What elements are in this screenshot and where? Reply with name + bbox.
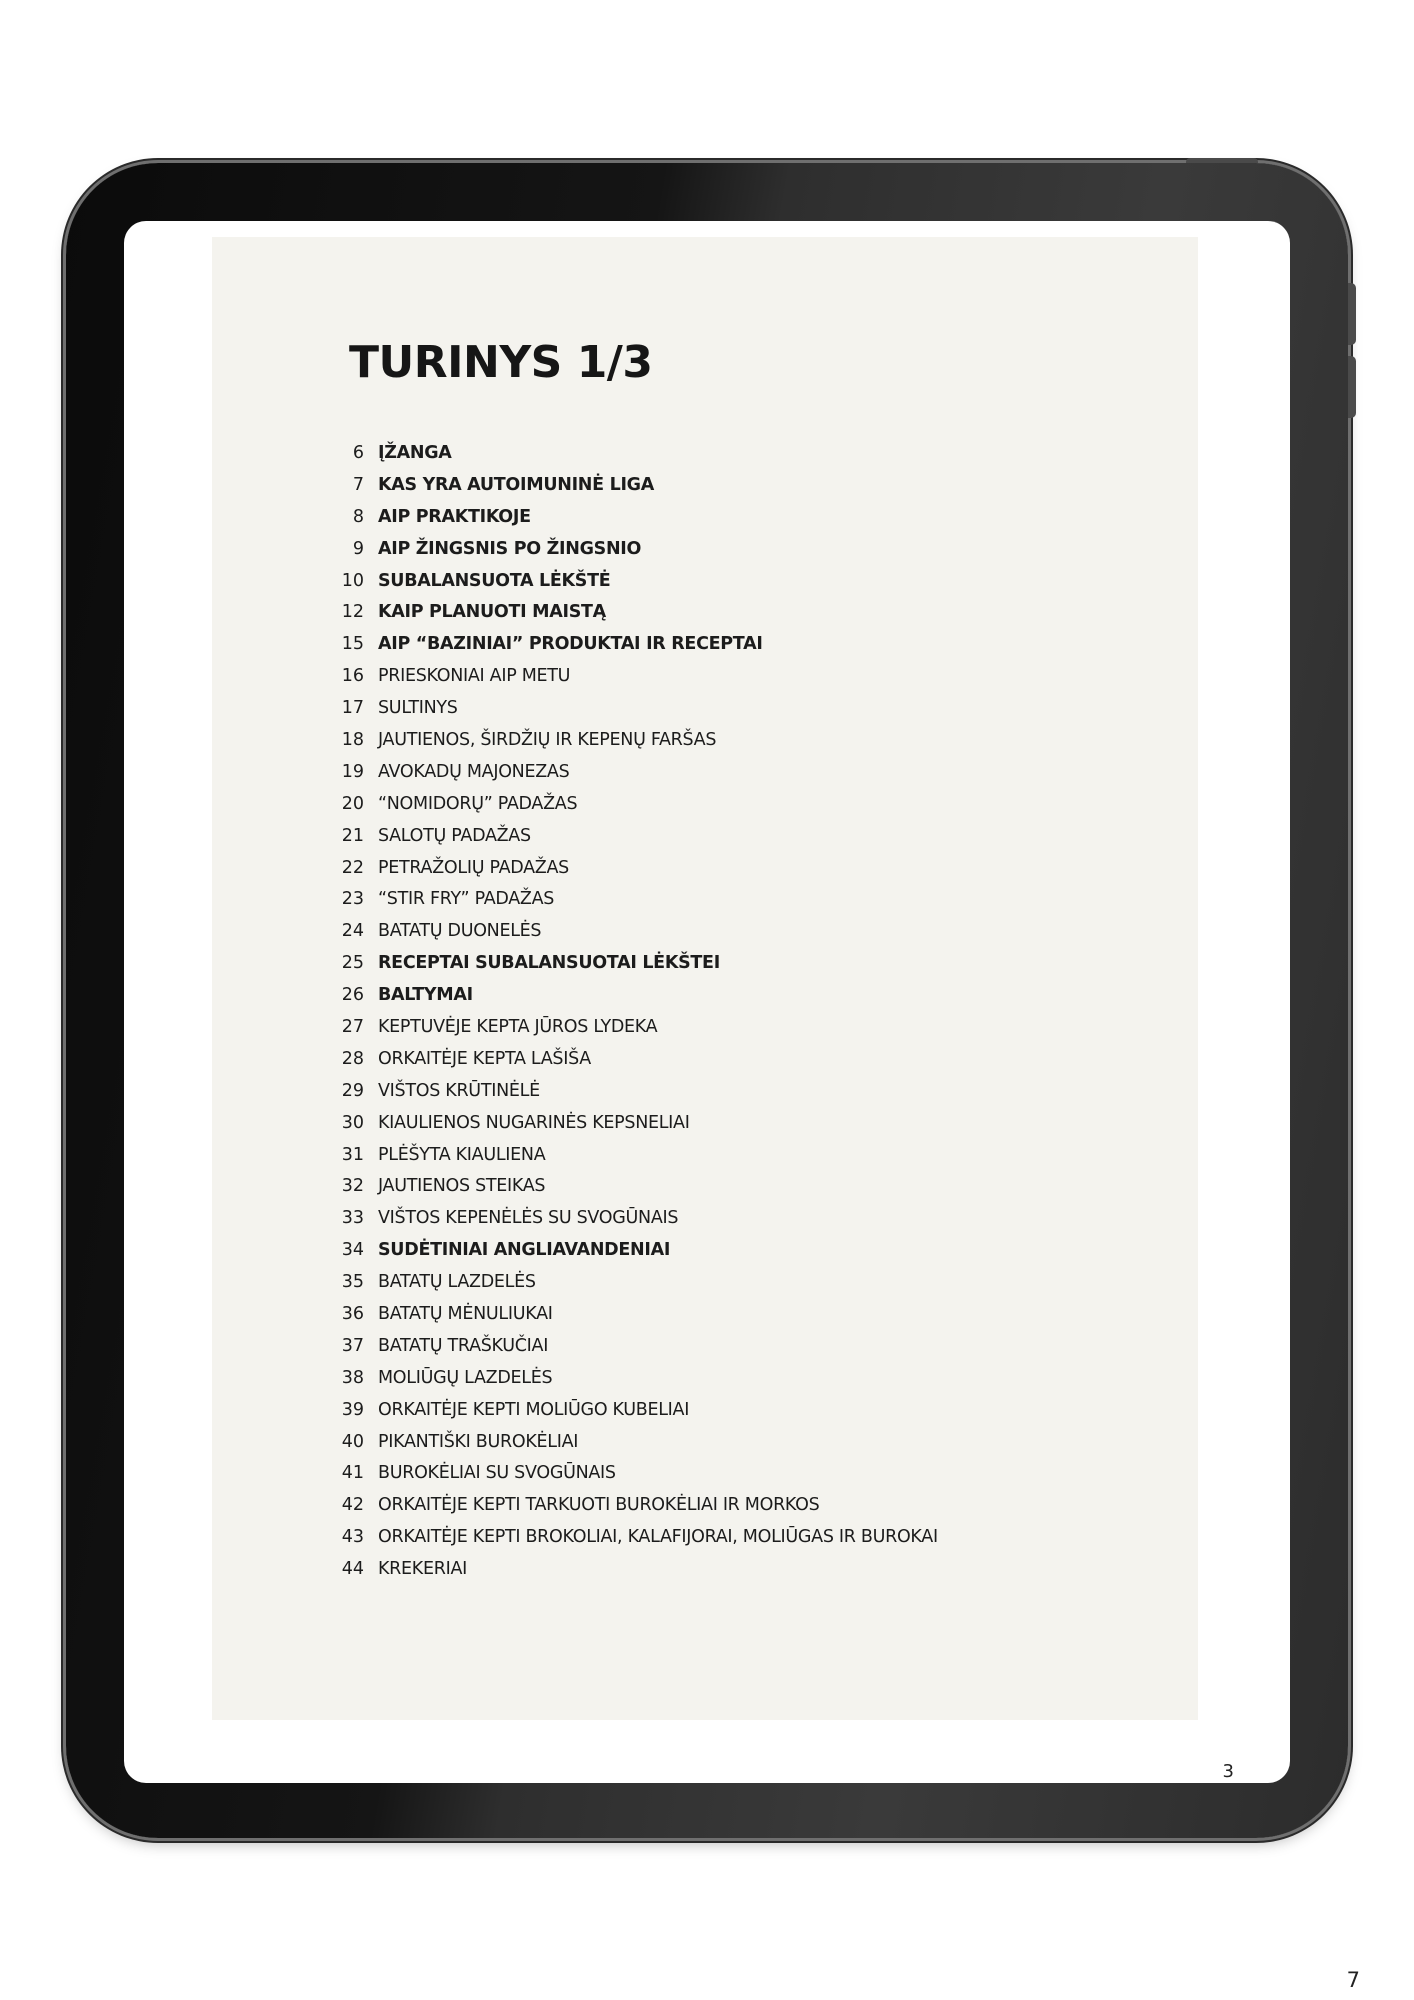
toc-entry-title: KEPTUVĖJE KEPTA JŪROS LYDEKA [378, 1016, 658, 1037]
toc-page-number: 42 [341, 1495, 364, 1516]
toc-entry [332, 1553, 938, 1585]
toc-entry [332, 1298, 938, 1330]
toc-page-number: 41 [341, 1463, 364, 1484]
toc-entry-title: BATATŲ DUONELĖS [378, 921, 542, 942]
toc-entry [332, 788, 938, 820]
toc-entry-title: BATATŲ MĖNULIUKAI [378, 1303, 553, 1324]
toc-entry-title: BUROKĖLIAI SU SVOGŪNAIS [378, 1463, 616, 1484]
toc-entry [332, 724, 938, 756]
toc-entry-title: VIŠTOS KEPENĖLĖS SU SVOGŪNAIS [378, 1208, 679, 1229]
toc-entry-title: KAS YRA AUTOIMUNINĖ LIGA [378, 474, 654, 495]
toc-entry-title: RECEPTAI SUBALANSUOTAI LĖKŠTEI [378, 953, 720, 974]
toc-page-number: 23 [341, 889, 364, 910]
outer-page-number: 7 [1346, 1968, 1360, 1992]
toc-entry [332, 1330, 938, 1362]
toc-entry [332, 628, 938, 660]
toc-entry [332, 660, 938, 692]
toc-entry-title: ORKAITĖJE KEPTI TARKUOTI BUROKĖLIAI IR MORKOS [378, 1495, 820, 1516]
toc-entry [332, 1266, 938, 1298]
toc-page-number: 15 [341, 634, 364, 655]
toc-entry [332, 437, 938, 469]
toc-entry-title: “STIR FRY” PADAŽAS [378, 889, 555, 910]
toc-page-number: 29 [341, 1080, 364, 1101]
toc-page-number: 24 [341, 921, 364, 942]
toc-page-number: 35 [341, 1272, 364, 1293]
toc-entry-title: SUBALANSUOTA LĖKŠTĖ [378, 570, 611, 591]
toc-page-number: 7 [352, 474, 364, 495]
toc-entry-title: BATATŲ TRAŠKUČIAI [378, 1335, 549, 1356]
toc-entry [332, 1043, 938, 1075]
toc-entry [332, 1394, 938, 1426]
toc-entry-title: KAIP PLANUOTI MAISTĄ [378, 602, 606, 623]
toc-page-number: 36 [341, 1303, 364, 1324]
toc-entry-title: AVOKADŲ MAJONEZAS [378, 761, 570, 782]
toc-entry-title: PETRAŽOLIŲ PADAŽAS [378, 857, 569, 878]
toc-entry [332, 883, 938, 915]
toc-entry [332, 1458, 938, 1490]
toc-entry-title: AIP “BAZINIAI” PRODUKTAI IR RECEPTAI [378, 634, 763, 655]
toc-entry-title: ORKAITĖJE KEPTA LAŠIŠA [378, 1048, 591, 1069]
toc-page-number: 33 [341, 1208, 364, 1229]
toc-entry [332, 1011, 938, 1043]
toc-entry [332, 979, 938, 1011]
toc-entry-title: PIKANTIŠKI BUROKĖLIAI [378, 1431, 579, 1452]
toc-entry [332, 1234, 938, 1266]
toc-entry [332, 1170, 938, 1202]
toc-entry-title: PLĖŠYTA KIAULIENA [378, 1144, 546, 1165]
toc-entry-title: BALTYMAI [378, 985, 473, 1006]
table-of-contents [332, 437, 938, 1585]
toc-page-number: 28 [341, 1048, 364, 1069]
toc-entry [332, 1107, 938, 1139]
toc-entry [332, 1139, 938, 1171]
toc-entry [332, 596, 938, 628]
toc-entry [332, 947, 938, 979]
toc-page-number: 44 [341, 1559, 364, 1580]
toc-entry [332, 1075, 938, 1107]
toc-page-number: 20 [341, 793, 364, 814]
toc-entry-title: JAUTIENOS, ŠIRDŽIŲ IR KEPENŲ FARŠAS [378, 729, 717, 750]
screen-page-number: 3 [1222, 1761, 1234, 1782]
toc-entry-title: ĮŽANGA [378, 442, 452, 463]
toc-page-number: 12 [341, 602, 364, 623]
tablet-frame [66, 163, 1348, 1838]
toc-page-number: 38 [341, 1367, 364, 1388]
toc-page-number: 9 [352, 538, 364, 559]
toc-entry [332, 1521, 938, 1553]
toc-page-number: 8 [352, 506, 364, 527]
toc-page-number: 26 [341, 985, 364, 1006]
toc-page-number: 22 [341, 857, 364, 878]
toc-entry-title: VIŠTOS KRŪTINĖLĖ [378, 1080, 540, 1101]
toc-entry-title: SULTINYS [378, 698, 458, 719]
toc-entry-title: SALOTŲ PADAŽAS [378, 825, 531, 846]
toc-entry-title: ORKAITĖJE KEPTI BROKOLIAI, KALAFIJORAI, MOLIŪGAS IR BUROKAI [378, 1527, 938, 1548]
toc-entry [332, 852, 938, 884]
toc-entry-title: KREKERIAI [378, 1559, 467, 1580]
page-title: TURINYS 1/3 [349, 337, 653, 388]
toc-page-number: 30 [341, 1112, 364, 1133]
toc-page-number: 21 [341, 825, 364, 846]
toc-page-number: 39 [341, 1399, 364, 1420]
toc-entry [332, 533, 938, 565]
toc-page-number: 17 [341, 698, 364, 719]
toc-entry-title: “NOMIDORŲ” PADAŽAS [378, 793, 578, 814]
tablet-top-button [1186, 158, 1258, 163]
toc-page-number: 25 [341, 953, 364, 974]
toc-entry-title: AIP PRAKTIKOJE [378, 506, 531, 527]
toc-entry-title: ORKAITĖJE KEPTI MOLIŪGO KUBELIAI [378, 1399, 690, 1420]
tablet-screen [124, 221, 1290, 1783]
toc-entry [332, 820, 938, 852]
document-sheet [212, 237, 1198, 1720]
toc-entry-title: PRIESKONIAI AIP METU [378, 666, 571, 687]
toc-page-number: 27 [341, 1016, 364, 1037]
toc-page-number: 43 [341, 1527, 364, 1548]
toc-entry [332, 1426, 938, 1458]
toc-entry-title: SUDĖTINIAI ANGLIAVANDENIAI [378, 1240, 671, 1261]
toc-entry-title: KIAULIENOS NUGARINĖS KEPSNELIAI [378, 1112, 690, 1133]
toc-entry [332, 915, 938, 947]
toc-page-number: 34 [341, 1240, 364, 1261]
toc-page-number: 10 [341, 570, 364, 591]
toc-entry [332, 756, 938, 788]
toc-entry [332, 1362, 938, 1394]
toc-page-number: 32 [341, 1176, 364, 1197]
toc-page-number: 31 [341, 1144, 364, 1165]
toc-page-number: 37 [341, 1335, 364, 1356]
toc-page-number: 40 [341, 1431, 364, 1452]
toc-page-number: 18 [341, 729, 364, 750]
toc-entry [332, 1202, 938, 1234]
toc-entry [332, 469, 938, 501]
toc-page-number: 19 [341, 761, 364, 782]
tablet-volume-down-button [1348, 356, 1356, 418]
toc-entry [332, 565, 938, 597]
toc-page-number: 6 [352, 442, 364, 463]
toc-entry [332, 692, 938, 724]
toc-page-number: 16 [341, 666, 364, 687]
toc-entry-title: JAUTIENOS STEIKAS [378, 1176, 546, 1197]
toc-entry-title: BATATŲ LAZDELĖS [378, 1272, 536, 1293]
toc-entry-title: AIP ŽINGSNIS PO ŽINGSNIO [378, 538, 642, 559]
tablet-volume-up-button [1348, 283, 1356, 345]
toc-entry-title: MOLIŪGŲ LAZDELĖS [378, 1367, 553, 1388]
toc-entry [332, 1489, 938, 1521]
toc-entry [332, 501, 938, 533]
